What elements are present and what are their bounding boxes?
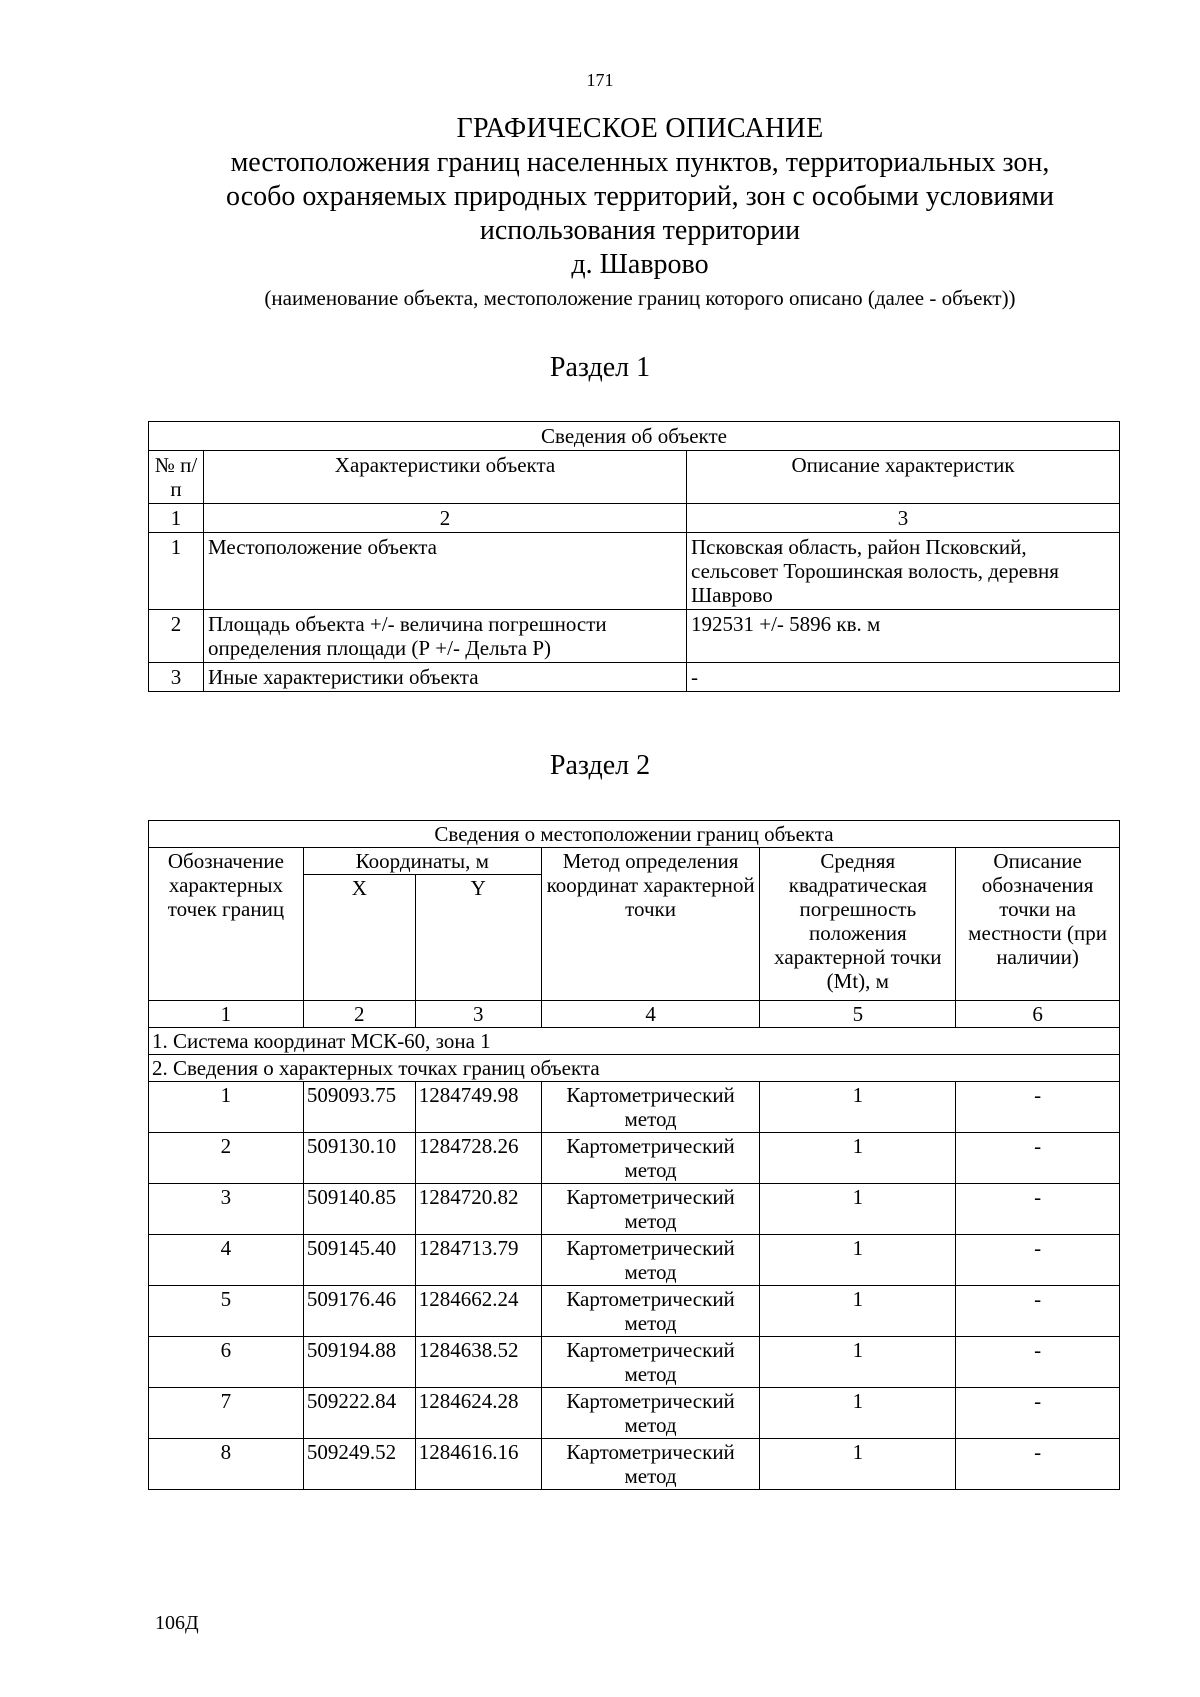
column-numbers-row — [149, 1001, 1120, 1028]
document-subtitle-line-3: использования территории — [479, 215, 801, 246]
row-description: 192531 +/- 5896 кв. м — [687, 610, 1120, 663]
table-row — [149, 663, 1120, 692]
point-y: 1284662.24 — [415, 1286, 541, 1337]
point-method: Картометрический метод — [541, 1133, 760, 1184]
column-number: 4 — [541, 1001, 760, 1028]
table-row — [149, 1337, 1120, 1388]
point-x: 509130.10 — [303, 1133, 415, 1184]
point-error: 1 — [760, 1082, 956, 1133]
row-number: 1 — [149, 533, 204, 610]
column-number: 3 — [415, 1001, 541, 1028]
document-subtitle-line-1: местоположения границ населенных пунктов, территориальных зон, — [230, 147, 1050, 178]
row-number: 2 — [149, 610, 204, 663]
point-method: Картометрический метод — [541, 1388, 760, 1439]
coord-system-row — [149, 1028, 1120, 1055]
point-error: 1 — [760, 1286, 956, 1337]
section-1-title: Раздел 1 — [549, 352, 651, 383]
point-x: 509093.75 — [303, 1082, 415, 1133]
point-method: Картометрический метод — [541, 1337, 760, 1388]
point-x: 509176.46 — [303, 1286, 415, 1337]
point-y: 1284713.79 — [415, 1235, 541, 1286]
row-characteristic: Иные характеристики объекта — [204, 663, 687, 692]
document-subtitle-line-2: особо охраняемых природных территорий, зон с особыми условиями — [226, 181, 1054, 212]
point-id: 7 — [149, 1388, 304, 1439]
point-y: 1284749.98 — [415, 1082, 541, 1133]
table-row — [149, 1439, 1120, 1490]
point-description: - — [956, 1388, 1120, 1439]
object-name: д. Шаврово — [571, 249, 709, 280]
point-x: 509222.84 — [303, 1388, 415, 1439]
table-row — [149, 610, 1120, 663]
point-y: 1284638.52 — [415, 1337, 541, 1388]
point-method: Картометрический метод — [541, 1184, 760, 1235]
header-error: Средняя квадратическая погрешность положения характерной точки (Mt), м — [760, 848, 956, 1001]
point-x: 509145.40 — [303, 1235, 415, 1286]
point-description: - — [956, 1337, 1120, 1388]
point-method: Картометрический метод — [541, 1082, 760, 1133]
point-method: Картометрический метод — [541, 1439, 760, 1490]
coord-system: 1. Система координат МСК-60, зона 1 — [149, 1028, 1120, 1055]
header-point: Обозначение характерных точек границ — [149, 848, 304, 1001]
point-error: 1 — [760, 1184, 956, 1235]
points-caption-row — [149, 1055, 1120, 1082]
point-description: - — [956, 1286, 1120, 1337]
point-id: 6 — [149, 1337, 304, 1388]
boundary-points-table — [148, 820, 1120, 1490]
point-y: 1284728.26 — [415, 1133, 541, 1184]
page-number: 171 — [586, 70, 614, 90]
point-error: 1 — [760, 1337, 956, 1388]
point-id: 5 — [149, 1286, 304, 1337]
table-title: Сведения об объекте — [149, 422, 1120, 451]
point-y: 1284616.16 — [415, 1439, 541, 1490]
point-id: 2 — [149, 1133, 304, 1184]
header-number: № п/п — [149, 451, 204, 504]
table-title: Сведения о местоположении границ объекта — [149, 821, 1120, 848]
column-number: 5 — [760, 1001, 956, 1028]
point-x: 509140.85 — [303, 1184, 415, 1235]
header-coordinates: Координаты, м — [303, 848, 541, 875]
table-row — [149, 1235, 1120, 1286]
point-description: - — [956, 1439, 1120, 1490]
point-method: Картометрический метод — [541, 1286, 760, 1337]
points-caption: 2. Сведения о характерных точках границ объекта — [149, 1055, 1120, 1082]
point-error: 1 — [760, 1133, 956, 1184]
point-x: 509249.52 — [303, 1439, 415, 1490]
column-number: 6 — [956, 1001, 1120, 1028]
point-id: 8 — [149, 1439, 304, 1490]
table-row — [149, 1184, 1120, 1235]
table-title-row — [149, 821, 1120, 848]
column-number: 3 — [687, 504, 1120, 533]
point-y: 1284624.28 — [415, 1388, 541, 1439]
point-description: - — [956, 1184, 1120, 1235]
column-number: 2 — [204, 504, 687, 533]
table-row — [149, 1133, 1120, 1184]
title-block — [120, 112, 1160, 312]
object-info-table — [148, 421, 1120, 692]
table-title-row — [149, 422, 1120, 451]
point-error: 1 — [760, 1388, 956, 1439]
table-row — [149, 1388, 1120, 1439]
table-header-row — [149, 451, 1120, 504]
point-x: 509194.88 — [303, 1337, 415, 1388]
column-number: 1 — [149, 504, 204, 533]
table-row — [149, 1082, 1120, 1133]
point-id: 4 — [149, 1235, 304, 1286]
row-number: 3 — [149, 663, 204, 692]
row-characteristic: Местоположение объекта — [204, 533, 687, 610]
point-description: - — [956, 1082, 1120, 1133]
header-description: Описание характеристик — [687, 451, 1120, 504]
column-numbers-row — [149, 504, 1120, 533]
point-error: 1 — [760, 1235, 956, 1286]
table-header-row — [149, 848, 1120, 875]
column-number: 2 — [303, 1001, 415, 1028]
row-description: Псковская область, район Псковский, сельсовет Торошинская волость, деревня Шаврово — [687, 533, 1120, 610]
table-row — [149, 1286, 1120, 1337]
point-method: Картометрический метод — [541, 1235, 760, 1286]
row-description: - — [687, 663, 1120, 692]
document-title: ГРАФИЧЕСКОЕ ОПИСАНИЕ — [456, 113, 824, 144]
header-method: Метод определения координат характерной точки — [541, 848, 760, 1001]
point-error: 1 — [760, 1439, 956, 1490]
header-y: Y — [415, 875, 541, 1001]
column-number: 1 — [149, 1001, 304, 1028]
table-row — [149, 533, 1120, 610]
header-x: X — [303, 875, 415, 1001]
footer-code: 106Д — [155, 1612, 199, 1634]
row-characteristic: Площадь объекта +/- величина погрешности определения площади (Р +/- Дельта Р) — [204, 610, 687, 663]
point-description: - — [956, 1235, 1120, 1286]
point-id: 1 — [149, 1082, 304, 1133]
header-characteristics: Характеристики объекта — [204, 451, 687, 504]
point-id: 3 — [149, 1184, 304, 1235]
section-2-title: Раздел 2 — [549, 750, 651, 781]
point-description: - — [956, 1133, 1120, 1184]
object-caption: (наименование объекта, местоположение границ которого описано (далее - объект)) — [264, 286, 1016, 310]
header-point-description: Описание обозначения точки на местности (при наличии) — [956, 848, 1120, 1001]
point-y: 1284720.82 — [415, 1184, 541, 1235]
points-body — [149, 1082, 1120, 1490]
